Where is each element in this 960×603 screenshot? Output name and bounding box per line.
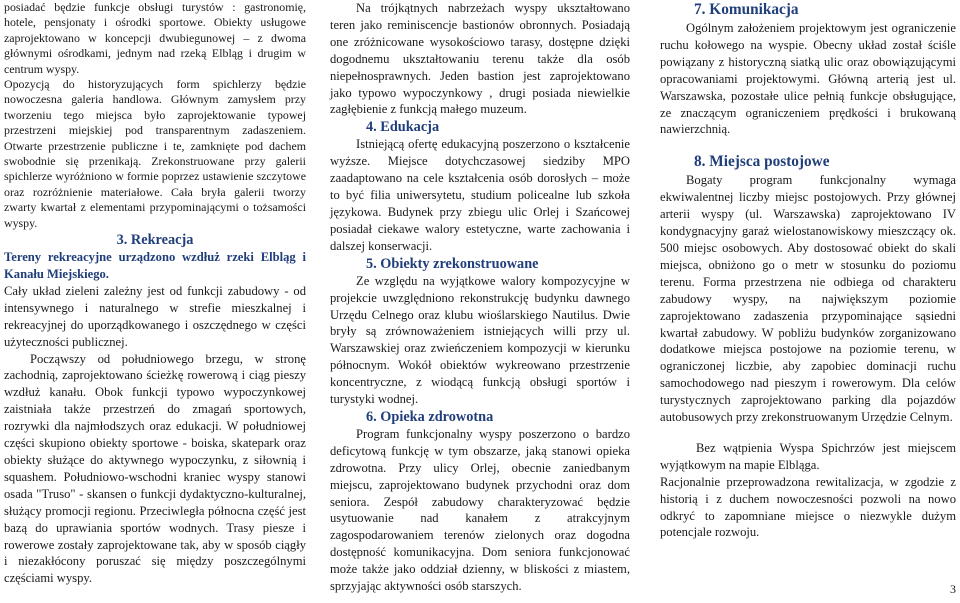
heading-communication: 7. Komunikacja [694,1,799,18]
heading-education: 4. Edukacja [366,119,440,136]
text-column-3 [660,0,956,541]
paragraph-healthcare: Program funkcjonalny wyspy poszerzono o bardzo deficytową funkcję w tym obszarze, jaką stanowi opieka zdrowotna. Przy ulicy Orlej, obecnie zaniedbanym miejscu, zaprojektowano budynek przychodni oraz dom seniora. Zespół zabudowy charakteryzować będzie usytuowanie nad kanałem z atrakcyjnym zagospodarowaniem terenów zielonych oraz dogodna dostępność komunikacyjna. Dom seniora funkcjonować może także jako oddział dzienny, w bliskości z miastem, sprzyjając aktywności osób starszych. [330,426,630,594]
heading-reconstructed: 5. Obiekty zrekonstruowane [366,255,539,272]
heading-healthcare: 6. Opieka zdrowotna [366,408,494,425]
paragraph-services: posiadać będzie funkcje obsługi turystów : gastronomię, hotele, pensjonaty i ośrodki sportowe. Obiekty usługowe zaprojektowano w koncepcji dwubiegunowej – z dwoma głównymi ośrodkami, jednym nad rzeką Elbląg i drugim w centrum wyspy. [4,0,306,76]
text-column-2 [330,0,630,595]
page-number: 3 [950,582,956,596]
paragraph-communication: Ogólnym założeniem projektowym jest ograniczenie ruchu kołowego na wyspie. Obecny układ został ściśle powiązany z historyczną siatką ulic oraz obowiązującymi opracowaniami projektowymi. Główną arterią jest ul. Warszawska, pozostałe ulice pełnią funkcje obsługujące, ze znaczącym ograniczeniem prędkości i brukowaną nawierzchnią. [660,21,956,137]
paragraph-parking: Bogaty program funkcjonalny wymaga ekwiwalentnej liczby miejsc postojowych. Przy głównej arterii wyspy (ul. Warszawska) zaprojektowano IV kondygnacyjny garaż wielostanowiskowy mieszczący ok. 500 miejsc osobowych. Aby dostosować obiekt do skali miejsca, obniżono go o metr w stosunku do poziomu terenu. Forma przestrzena nie odbiega od charakteru zabudowy wyspy, na największym poziomie zaprojektowano zadaszenia przypominające sąsiedni kwartał zabudowy. W pobliżu budynków zorganizowano dodatkowe miejsca postojowe na poziomie terenu, w ograniczonej liczbie, aby zapobiec dominacji ruchu samochodowego nad pieszym i rowerowym. Dla celów turystycznych zaprojektowano parking dla pojazdów autobusowych przy zrekonstruowanym Urzędzie Celnym. [660,173,956,425]
recreation-lead: Tereny rekreacyjne urządzono wzdłuż rzeki Elbląg i Kanału Miejskiego. [4,250,306,281]
paragraph-conclusion-lead: Bez wątpienia Wyspa Spichrzów jest miejscem wyjątkowym na mapie Elbląga. [660,440,956,472]
paragraph-recreation-routes: Począwszy od południowego brzegu, w stronę zachodnią, zaprojektowano ścieżkę rowerową i ciąg pieszy wzdłuż kanału. Obok funkcji typowo wypoczynkowej zaistniała także przestrzeń do zmagań sportowych, rozrywki dla najmłodszych oraz edukacji. W południowej części skupiono obiekty sportowe - boiska, skatepark oraz obiekty służące do aktywnego wypoczynku, z siłownią i squashem. Południowo-wschodni kraniec wyspy stanowi osada "Truso" - skansen o funkcji dydaktyczno-kulturalnej, służący promocji regionu. Przeciwległa północna część jest bazą do uprawiania sportów wodnych. Trasy piesze i rowerowe zostały zaprojektowane tak, aby w sposób ciągły i niezakłócony poruszać się między poszczególnymi częściami wyspy. [4,351,306,586]
heading-parking: 8. Miejsca postojowe [694,153,830,171]
text-column-1 [4,0,306,587]
paragraph-greenery: Cały układ zieleni zależny jest od funkcji zabudowy - od intensywnego i naturalnego w strefie mieszkalnej i rekreacyjnej do uporządkowanego i oszczędnego w części użyteczności publicznej. [4,283,306,349]
paragraph-reconstructed: Ze względu na wyjątkowe walory kompozycyjne w projekcie uwzględniono rekonstrukcję budynku dawnego Urzędu Celnego oraz klubu wioślarskiego Nautilus. Dwie bryły są zrównoważeniem istniejących willi przy ul. Warszawskiej oraz zwieńczeniem kompozycji w kierunku północnym. Wokół obiektów wykreowano przestrzenie koncentryczne, z wiodącą funkcją obsługi sportów i turystyki wodnej. [330,273,630,407]
heading-recreation: 3. Rekreacja [116,232,194,249]
paragraph-bastions: Na trójkątnych nabrzeżach wyspy ukształtowano teren jako reminiscencje bastionów obronnych. Posiadają one zróżnicowane wysokościowo tarasy, dostępne dzięki dogodnemu ukształtowaniu terenu także dla osób niepełnosprawnych. Jeden bastion jest zaprojektowano jako typowo wypoczynkowy , drugi posiada niewielkie zagłębienie z funkcją małego muzeum. [330,1,630,117]
paragraph-conclusion: Racjonalnie przeprowadzona rewitalizacja, w zgodzie z historią i z duchem nowoczesności pozwoli na nowo odkryć to zapomniane miejsce o niezwykle dużym potencjale rozwoju. [660,474,956,540]
paragraph-education: Istniejącą ofertę edukacyjną poszerzono o kształcenie wyższe. Miejsce dotychczasowej siedziby MPO zaadaptowano na cele kształcenia osób dorosłych – może to być filia uniwersytetu, studium policealne lub szkoła językowa. Budynek przy zbiegu ulic Orlej i Szańcowej posiadał ciekawe walory estetyczne, warte zachowania i dalszej konserwacji. [330,137,630,253]
paragraph-gallery: Opozycją do historyzujących form spichlerzy będzie nowoczesna galeria handlowa. Głównym zamysłem przy tworzeniu tego miejsca było zaprojektowanie typowej przestrzeni miejskiej pod transparentnym zadaszeniem. Otwarte przestrzenie publiczne i te, zamknięte pod dachem swobodnie się przenikają. Zrekonstruowane przy galerii spichlerze wyróżniono w formie poprzez ustawienie szczytowe oraz rozróżnienie materiałowe. Cała bryła galerii tworzy zwarty kwartał z elementami przypominającymi o tożsamości wyspy. [4,77,306,230]
